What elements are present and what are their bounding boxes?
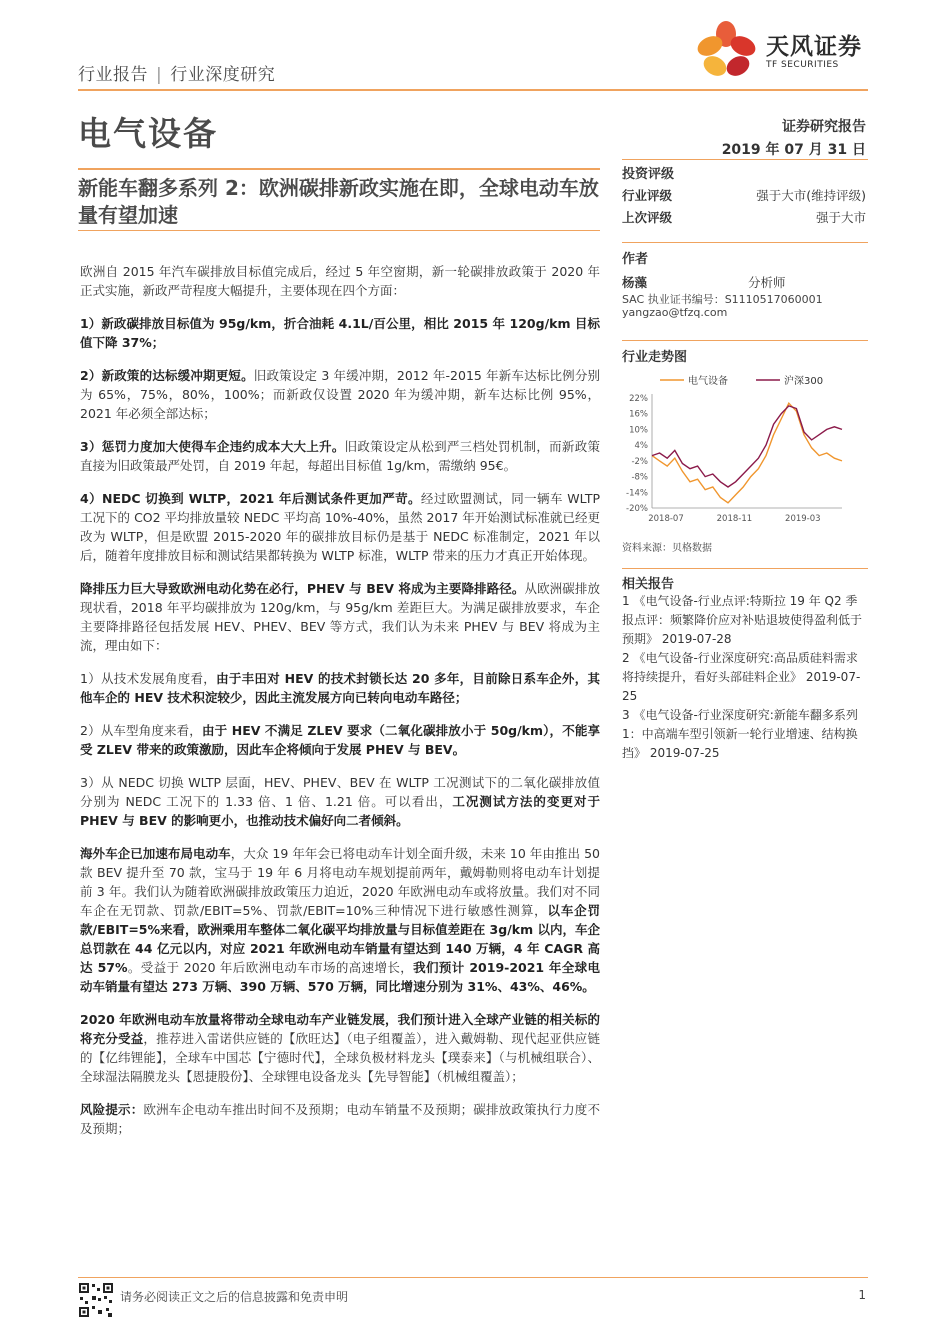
body-paragraph (80, 1100, 600, 1138)
y-tick-label: 16% (629, 409, 648, 420)
author-rule (622, 242, 868, 243)
previous-rating-value: 强于大市 (815, 210, 866, 225)
legend-label: 电气设备 (688, 376, 728, 387)
body-paragraph (80, 437, 600, 475)
body-paragraph (80, 844, 600, 996)
report-category: 证券研究报告 (782, 119, 866, 135)
divider: | (156, 65, 163, 85)
body-text: 旧政策设定 3 年缓冲期，2012 年-2015 年新车达标比例分别为 65%，75%，80%，100%；而新政仅设置 2020 年为缓冲期，新车达标比例 95%，2021 年必须全部达标； (80, 368, 600, 421)
bold-text: 以车企罚款/EBIT=5%来看，欧洲乘用车整体二氧化碳平均排放量与目标值差距在 3g/km 以内，车企总罚款在 44 亿元以内，对应 2021 年欧洲电动车销量有望达到 140 万辆，4 年 CAGR 高达 57% (80, 903, 600, 975)
title-rule-bottom (78, 230, 600, 231)
logo-name: 天风证券 (766, 34, 862, 60)
body-text: 3）从 NEDC 切换 WLTP 层面，HEV、PHEV、BEV 在 WLTP 工况测试下的二氧化碳排放值分别为 NEDC 工况下的 1.33 倍、1 倍、1.21 倍。可以看出， (80, 775, 600, 809)
author-name: 杨藻 (622, 275, 648, 290)
series-line (652, 403, 842, 503)
author-role: 分析师 (748, 275, 786, 290)
sidebar-rule (622, 159, 868, 160)
body-paragraph (80, 314, 600, 352)
trend-source: 资料来源：贝格数据 (622, 543, 712, 554)
header-rule (78, 89, 868, 91)
body-paragraph (80, 773, 600, 830)
related-item[interactable]: 3 《电气设备-行业深度研究:新能车翻多系列 1：中高端车型引领新一轮行业增速、结构换挡》 2019-07-25 (622, 708, 858, 760)
company-logo-icon (688, 20, 762, 84)
y-tick-label: -20% (626, 504, 648, 514)
trend-heading: 行业走势图 (622, 350, 688, 365)
body-text: 1）从技术发展角度看， (80, 671, 217, 686)
bold-text: 3）惩罚力度加大使得车企违约成本大大上升。 (80, 439, 345, 454)
report-title: 新能车翻多系列 2：欧洲碳排新政实施在即，全球电动车放量有望加速 (78, 176, 599, 227)
bold-text: 4）NEDC 切换到 WLTP，2021 年后测试条件更加严苛。 (80, 491, 421, 506)
report-body (80, 262, 600, 1152)
related-heading: 相关报告 (622, 577, 675, 592)
body-paragraph (80, 721, 600, 759)
body-paragraph (80, 366, 600, 423)
bold-text: 海外车企已加速布局电动车 (80, 846, 231, 861)
rating-label: 行业评级 (622, 188, 673, 203)
body-paragraph (80, 669, 600, 707)
bold-text: 降排压力巨大导致欧洲电动化势在必行，PHEV 与 BEV 将成为主要降排路径。 (80, 581, 525, 596)
body-text: ，推荐进入雷诺供应链的【欣旺达】（电子组覆盖），进入戴姆勒、现代起亚供应链的【亿纬锂能】，全球车中国芯【宁德时代】，全球负极材料龙头【璞泰来】（与机械组联合）、全球湿法隔膜龙头【恩捷股份】、全球锂电设备龙头【先导智能】（机械组覆盖）； (80, 1031, 600, 1084)
bold-text: 我们预计 2019-2021 年全球电动车销量有望达 273 万辆、390 万辆、570 万辆，同比增速分别为 31%、43%、46%。 (80, 960, 600, 994)
body-text: ，大众 19 年年会已将电动车计划全面升级，未来 10 年由推出 50 款 BEV 提升至 70 款，宝马于 19 年 6 月将电动车规划提前两年，戴姆勒则将电动车计划提前 3 年。我们认为随着欧洲碳排放政策压力迫近，2020 年欧洲电动车或将放量。我们对不同车企在无罚款、罚款/EBIT=5%、罚款/EBIT=10%三种情况下进行敏感性测算， (80, 846, 600, 918)
rating-heading: 投资评级 (622, 167, 675, 182)
body-paragraph: 欧洲自 2015 年汽车碳排放目标值完成后，经过 5 年空窗期，新一轮碳排放政策于 2020 年正式实施，新政严苛程度大幅提升，主要体现在四个方面： (80, 264, 600, 298)
page-number: 1 (858, 1288, 866, 1302)
previous-rating-label: 上次评级 (622, 210, 673, 225)
report-type-label: 行业报告 (78, 65, 148, 85)
related-rule (622, 568, 868, 569)
author-email[interactable]: yangzao@tfzq.com (622, 306, 728, 319)
bold-text: 由于 HEV 不满足 ZLEV 要求（二氧化碳排放小于 50g/km），不能享受 ZLEV 带来的政策激励，因此车企将倾向于发展 PHEV 与 BEV。 (80, 723, 600, 757)
body-text: 经过欧盟测试，同一辆车 WLTP 工况下的 CO2 平均排放量较 NEDC 平均高 10%-40%，虽然 2017 年开始测试标准就已经更改为 WLTP，但是欧盟 2015-2020 年的碳排放目标仍是基于 NEDC 标准制定，2021 年以后，随着年度排放目标和测试结果都转换为 WLTP 标准，WLTP 带来的压力才真正开始体现。 (80, 491, 601, 563)
body-text: 欧洲车企电动车推出时间不及预期；电动车销量不及预期；碳排放政策执行力度不及预期； (80, 1102, 600, 1136)
y-tick-label: 10% (629, 425, 648, 436)
bold-text: 工况测试方法的变更对于 PHEV 与 BEV 的影响更小，也推动技术偏好向二者倾斜。 (80, 794, 600, 828)
related-item[interactable]: 1 《电气设备-行业点评:特斯拉 19 年 Q2 季报点评：频繁降价应对补贴退坡使得盈利低于预期》 2019-07-28 (622, 594, 863, 646)
report-date: 2019 年 07 月 31 日 (721, 142, 866, 158)
author-heading: 作者 (622, 252, 649, 267)
x-tick-label: 2018-07 (648, 514, 684, 524)
bold-text: 风险提示： (80, 1102, 144, 1117)
body-text: 。受益于 2020 年后欧洲电动车市场的高速增长， (127, 960, 414, 975)
bold-text: 由于丰田对 HEV 的技术封锁长达 20 多年，目前除日系车企外，其他车企的 HEV 技术积淀较少，因此主流发展方向已转向电动车路径； (80, 671, 600, 705)
trend-chart (620, 366, 870, 528)
rating-value: 强于大市(维持评级) (756, 188, 866, 203)
body-text: 从欧洲碳排放现状看，2018 年平均碳排放为 120g/km，与 95g/km 差距巨大。为满足碳排放要求，车企主要降排路径包括发展 HEV、PHEV、BEV 等方式，我们认为未来 PHEV 与 BEV 将成为主流，理由如下： (80, 581, 600, 653)
y-tick-label: 4% (634, 441, 648, 452)
related-item[interactable]: 2 《电气设备-行业深度研究:高品质硅料需求将持续提升，看好头部硅料企业》 2019-07-25 (622, 651, 861, 703)
qr-code-icon[interactable] (78, 1282, 114, 1318)
legend-label: 沪深300 (784, 376, 824, 387)
body-text: 2）从车型角度来看， (80, 723, 202, 738)
title-rule-top (78, 168, 600, 170)
body-paragraph (80, 579, 600, 655)
logo-english: TF SECURITIES (766, 60, 839, 70)
bold-text: 1）新政碳排放目标值为 95g/km，折合油耗 4.1L/百公里，相比 2015 年 120g/km 目标值下降 37%； (80, 316, 600, 350)
y-tick-label: -14% (626, 488, 648, 499)
trend-rule (622, 340, 868, 341)
body-paragraph (80, 1010, 600, 1086)
x-tick-label: 2018-11 (716, 514, 753, 524)
author-cert: SAC 执业证书编号：S1110517060001 (622, 293, 823, 306)
report-subtype-label: 行业深度研究 (170, 65, 276, 85)
sector-title: 电气设备 (78, 114, 218, 153)
y-tick-label: -8% (631, 472, 648, 483)
disclaimer-notice[interactable]: 请务必阅读正文之后的信息披露和免责申明 (120, 1290, 349, 1304)
report-type (78, 60, 275, 85)
y-tick-label: -2% (631, 456, 648, 467)
x-tick-label: 2019-03 (785, 514, 821, 524)
y-tick-label: 22% (629, 394, 648, 404)
body-text: 旧政策设定从松到严三档处罚机制，而新政策直接为旧政策最严处罚，自 2019 年起，每超出目标值 1g/km，需缴纳 95€。 (80, 439, 600, 473)
series-line (652, 406, 842, 487)
related-list (622, 592, 868, 763)
bold-text: 2）新政策的达标缓冲期更短。 (80, 368, 254, 383)
bold-text: 2020 年欧洲电动车放量将带动全球电动车产业链发展，我们预计进入全球产业链的相关标的将充分受益 (80, 1012, 600, 1046)
body-paragraph (80, 489, 600, 565)
footer-rule (78, 1277, 868, 1278)
